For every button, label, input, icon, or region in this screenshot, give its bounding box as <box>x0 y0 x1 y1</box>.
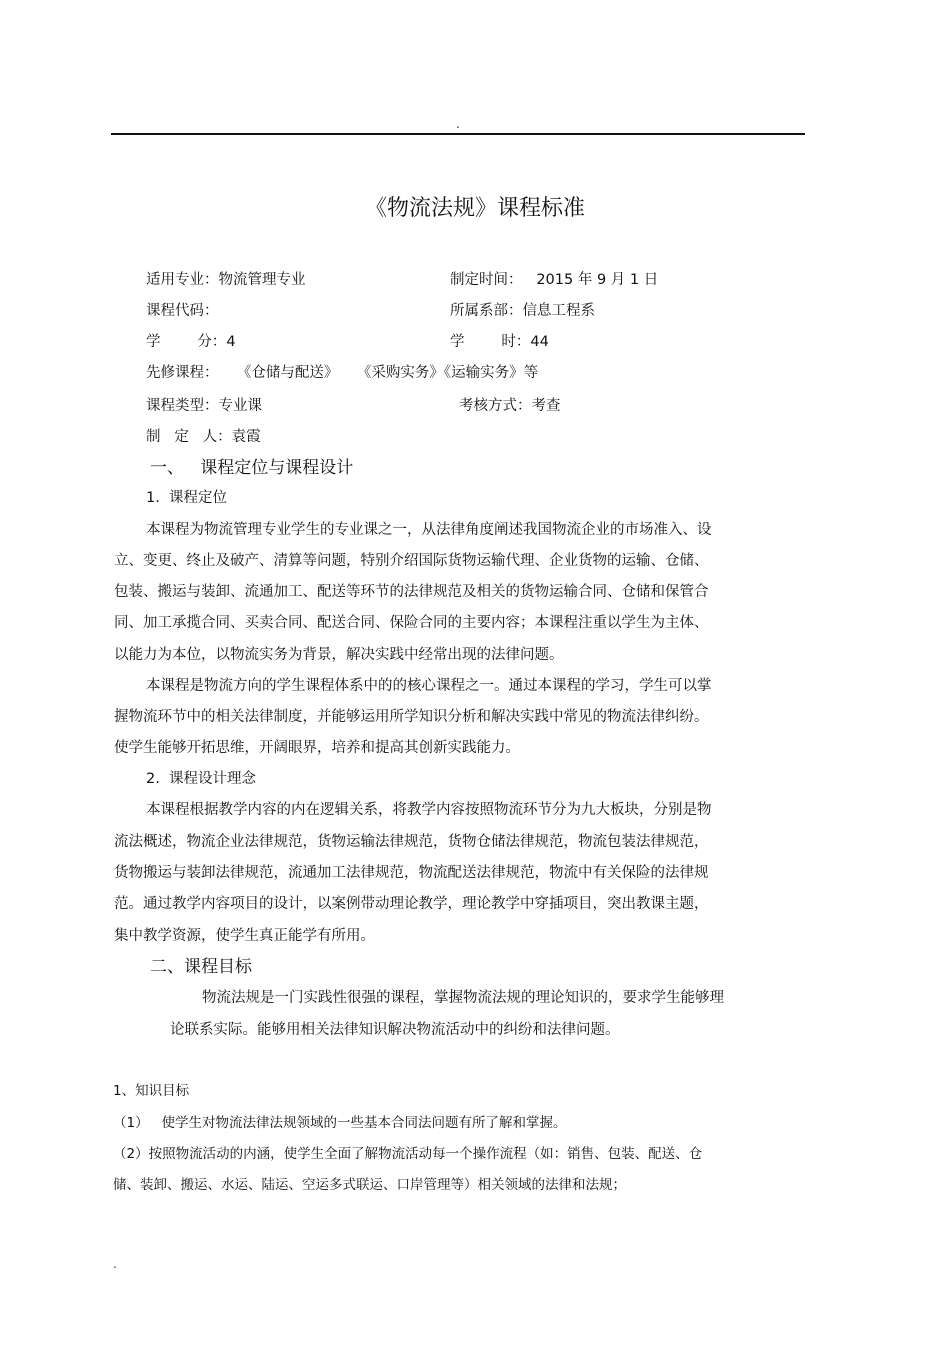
section1-p3-line: 货物搬运与装卸法律规范，流通加工法律规范，物流配送法律规范，物流中有关保险的法律规 <box>114 865 709 881</box>
header-mark: . <box>456 117 460 131</box>
page-title: 《物流法规》课程标准 <box>364 196 585 221</box>
section1-p1-line: 包装、搬运与装卸、流通加工、配送等环节的法律规范及相关的货物运输合同、仓储和保管合 <box>114 584 709 600</box>
meta-prereq: 先修课程： 《仓储与配送》 《采购实务》《运输实务》等 <box>146 365 539 381</box>
section1-p1-line: 以能力为本位，以物流实务为背景，解决实践中经常出现的法律问题。 <box>114 647 564 663</box>
knowledge-item-2-line: （2）按照物流活动的内涵，使学生全面了解物流活动每一个操作流程（如：销售、包装、配送、仓 <box>113 1146 703 1162</box>
footer-mark: . <box>113 1257 117 1271</box>
section1-p2-line: 本课程是物流方向的学生课程体系中的的核心课程之一。通过本课程的学习，学生可以掌 <box>146 678 712 694</box>
section1-p3-line: 范。通过教学内容项目的设计，以案例带动理论教学，理论教学中穿插项目，突出教课主题， <box>114 896 709 912</box>
section1-sub2: 2. 课程设计理念 <box>146 771 257 787</box>
section1-p1-line: 立、变更、终止及破产、清算等问题，特别介绍国际货物运输代理、企业货物的运输、仓储、 <box>114 553 709 569</box>
knowledge-heading: 1、知识目标 <box>113 1083 190 1099</box>
meta-hours: 学 时：44 <box>450 334 549 350</box>
section1-p1-line: 同、加工承揽合同、买卖合同、配送合同、保险合同的主要内容；本课程注重以学生为主体、 <box>114 615 709 631</box>
meta-author: 制 定 人：袁霞 <box>146 429 261 445</box>
meta-assess: 考核方式：考查 <box>459 398 561 414</box>
section1-heading: 一、 课程定位与课程设计 <box>150 458 354 478</box>
meta-type: 课程类型：专业课 <box>146 398 262 414</box>
header-rule <box>111 133 805 135</box>
meta-dept: 所属系部：信息工程系 <box>450 303 595 319</box>
meta-major: 适用专业：物流管理专业 <box>146 272 306 288</box>
meta-credit: 学 分：4 <box>146 334 236 350</box>
section2-p1-line: 物流法规是一门实践性很强的课程，掌握物流法规的理论知识的，要求学生能够理 <box>202 990 724 1006</box>
section1-p3-line: 集中教学资源，使学生真正能学有所用。 <box>114 928 375 944</box>
section1-p2-line: 使学生能够开拓思维，开阔眼界，培养和提高其创新实践能力。 <box>114 740 520 756</box>
section2-heading: 二、课程目标 <box>150 957 252 977</box>
knowledge-item-1: （1） 使学生对物流法律法规领域的一些基本合同法问题有所了解和掌握。 <box>113 1115 567 1131</box>
section2-p1-line: 论联系实际。能够用相关法律知识解决物流活动中的纠纷和法律问题。 <box>170 1022 620 1038</box>
section1-sub1: 1. 课程定位 <box>146 490 228 506</box>
section1-p3-line: 流法概述，物流企业法律规范，货物运输法律规范，货物仓储法律规范，物流包装法律规范， <box>114 834 709 850</box>
section1-p1-line: 本课程为物流管理专业学生的专业课之一，从法律角度阐述我国物流企业的市场准入、设 <box>146 522 712 538</box>
meta-date: 制定时间： 2015 年 9 月 1 日 <box>450 272 659 288</box>
section1-p2-line: 握物流环节中的相关法律制度，并能够运用所学知识分析和解决实践中常见的物流法律纠纷。 <box>114 709 709 725</box>
knowledge-item-2-line: 储、装卸、搬运、水运、陆运、空运多式联运、口岸管理等）相关领域的法律和法规； <box>113 1177 626 1193</box>
meta-code: 课程代码： <box>146 303 219 319</box>
section1-p3-line: 本课程根据教学内容的内在逻辑关系，将教学内容按照物流环节分为九大板块，分别是物 <box>146 802 712 818</box>
